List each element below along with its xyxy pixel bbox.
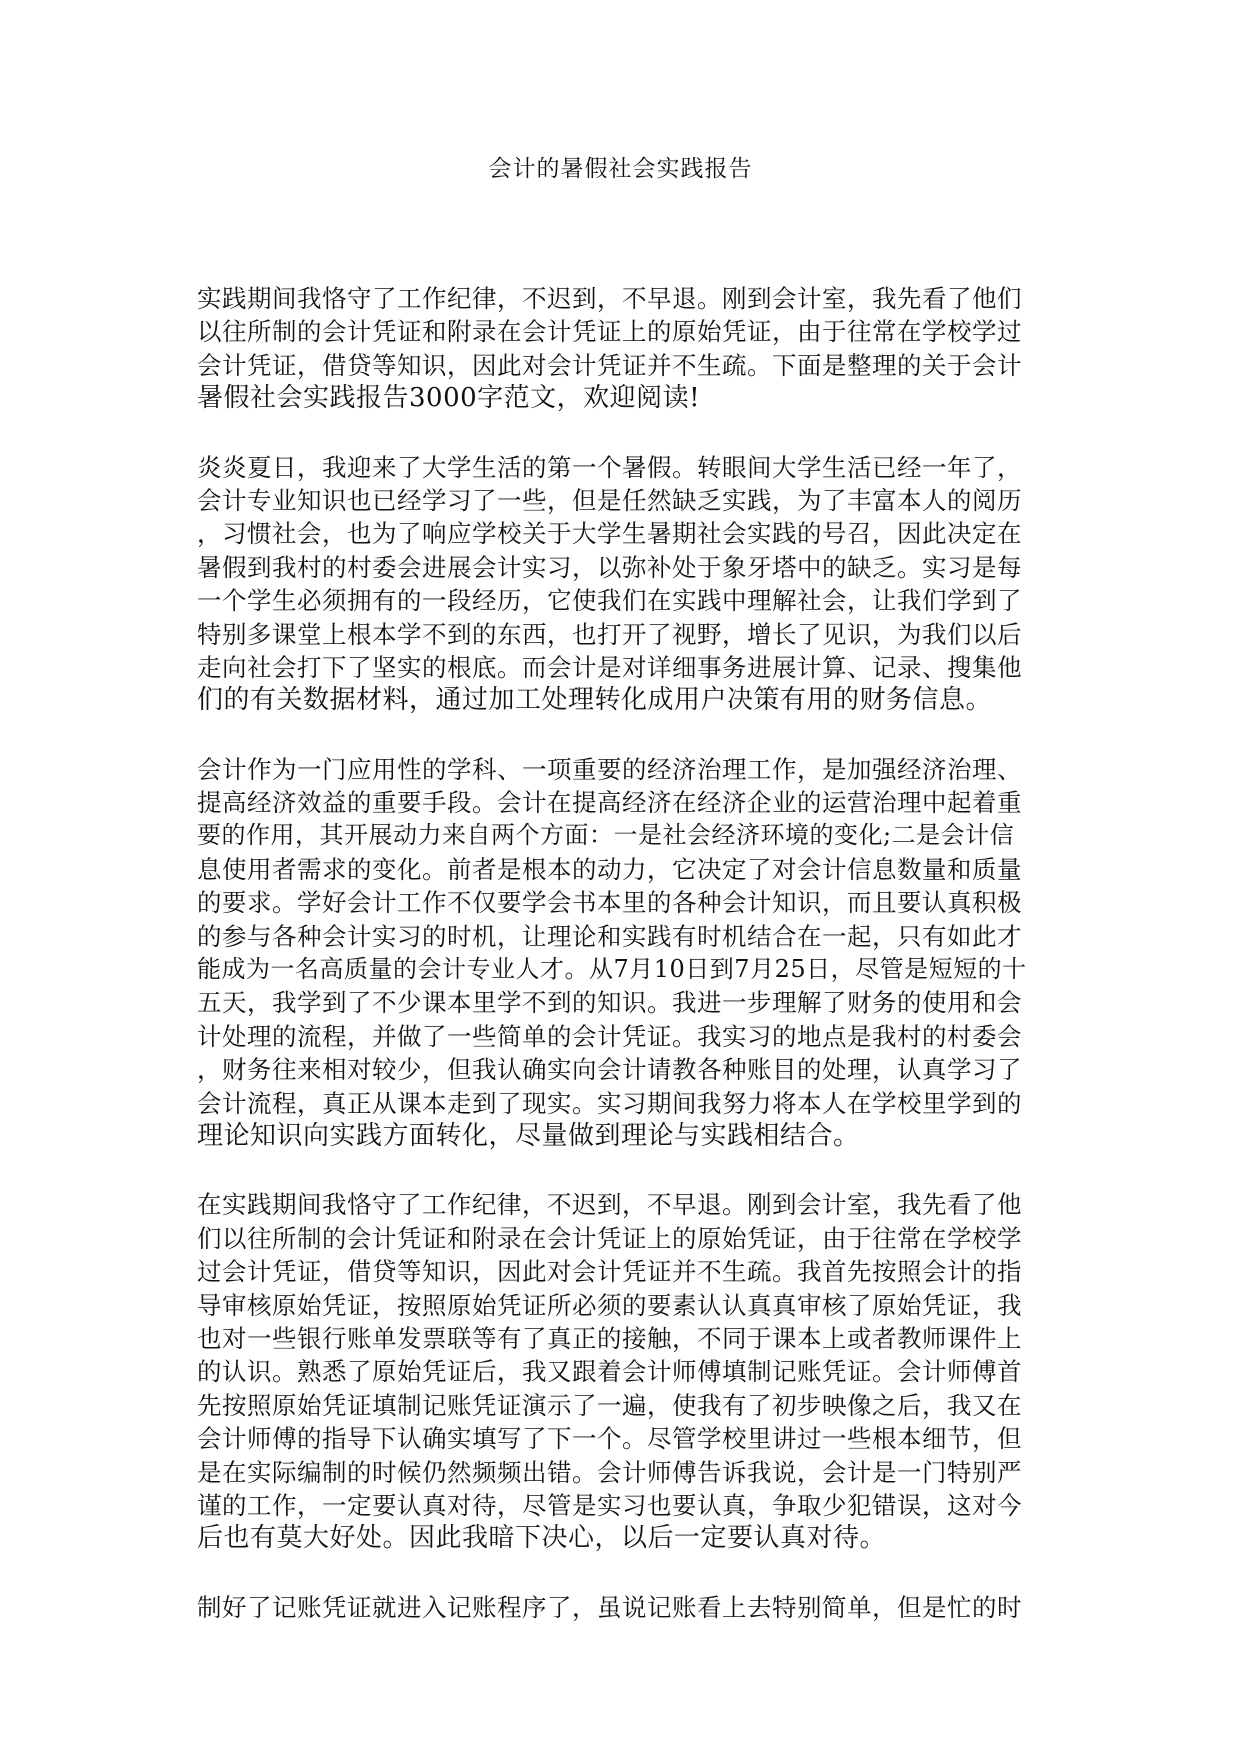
paragraph: [197, 1591, 1027, 1624]
text-line: 息使用者需求的变化。前者是根本的动力，它决定了对会计信息数量和质量: [197, 854, 1022, 884]
document-body: [197, 282, 1027, 1659]
text-line: 的参与各种会计实习的时机，让理论和实践有时机结合在一起，只有如此才: [197, 921, 1022, 951]
document-title: 会计的暑假社会实践报告: [488, 156, 753, 182]
text-line: 走向社会打下了坚实的根底。而会计是对详细事务进展计算、记录、搜集他: [197, 652, 1022, 682]
text-line: 们的有关数据材料，通过加工处理转化成用户决策有用的财务信息。: [197, 685, 993, 716]
text-line: 会计师傅的指导下认确实填写了下一个。尽管学校里讲过一些根本细节，但: [197, 1424, 1022, 1454]
text-line: 特别多课堂上根本学不到的东西，也打开了视野，增长了见识，为我们以后: [197, 619, 1022, 649]
text-line: ，财务往来相对较少，但我认确实向会计请教各种账目的处理，认真学习了: [197, 1055, 1022, 1085]
paragraph: [197, 753, 1027, 1154]
text-line: 暑假到我村的村委会进展会计实习，以弥补处于象牙塔中的缺乏。实习是每: [197, 552, 1022, 582]
text-line: 制好了记账凭证就进入记账程序了，虽说记账看上去特别简单，但是忙的时: [197, 1592, 1022, 1622]
paragraph: [197, 1188, 1027, 1555]
text-line: 是在实际编制的时候仍然频频出错。会计师傅告诉我说，会计是一门特别严: [197, 1457, 1022, 1487]
text-line: 导审核原始凭证，按照原始凭证所必须的要素认认真真审核了原始凭证，我: [197, 1290, 1022, 1320]
text-line: 在实践期间我恪守了工作纪律，不迟到，不早退。刚到会计室，我先看了他: [197, 1190, 1022, 1220]
text-line: 过会计凭证，借贷等知识，因此对会计凭证并不生疏。我首先按照会计的指: [197, 1257, 1022, 1287]
paragraph: [197, 451, 1027, 718]
text-line: 以往所制的会计凭证和附录在会计凭证上的原始凭证，由于往常在学校学过: [197, 317, 1022, 347]
text-line: 也对一些银行账单发票联等有了真正的接触，不同于课本上或者教师课件上: [197, 1323, 1022, 1353]
text-line: 会计专业知识也已经学习了一些，但是任然缺乏实践，为了丰富本人的阅历: [197, 485, 1022, 515]
text-line: 会计流程，真正从课本走到了现实。实习期间我努力将本人在学校里学到的: [197, 1088, 1022, 1118]
text-line: 实践期间我恪守了工作纪律，不迟到，不早退。刚到会计室，我先看了他们: [197, 284, 1022, 313]
text-line: 五天，我学到了不少课本里学不到的知识。我进一步理解了财务的使用和会: [197, 988, 1022, 1018]
text-line: 炎炎夏日，我迎来了大学生活的第一个暑假。转眼间大学生活已经一年了，: [197, 452, 1022, 482]
text-line: 暑假社会实践报告3000字范文，欢迎阅读!: [197, 383, 701, 414]
text-line: 的认识。熟悉了原始凭证后，我又跟着会计师傅填制记账凭证。会计师傅首: [197, 1357, 1022, 1387]
text-line: 一个学生必须拥有的一段经历，它使我们在实践中理解社会，让我们学到了: [197, 586, 1022, 616]
text-line: 能成为一名高质量的会计专业人才。从7月10日到7月25日，尽管是短短的十: [197, 955, 1027, 984]
text-line: 的要求。学好会计工作不仅要学会书本里的各种会计知识，而且要认真积极: [197, 888, 1022, 918]
text-line: 要的作用，其开展动力来自两个方面：一是社会经济环境的变化;二是会计信: [197, 821, 1015, 850]
text-line: 会计凭证，借贷等知识，因此对会计凭证并不生疏。下面是整理的关于会计: [197, 350, 1022, 380]
text-line: 们以往所制的会计凭证和附录在会计凭证上的原始凭证，由于往常在学校学: [197, 1223, 1022, 1253]
text-line: 谨的工作，一定要认真对待，尽管是实习也要认真，争取少犯错误，这对今: [197, 1490, 1022, 1520]
text-line: 后也有莫大好处。因此我暗下决心，以后一定要认真对待。: [197, 1523, 887, 1554]
text-line: 会计作为一门应用性的学科、一项重要的经济治理工作，是加强经济治理、: [197, 754, 1022, 784]
paragraph: [197, 282, 1027, 416]
text-line: 先按照原始凭证填制记账凭证演示了一遍，使我有了初步映像之后，我又在: [197, 1390, 1022, 1420]
text-line: 提高经济效益的重要手段。会计在提高经济在经济企业的运营治理中起着重: [197, 788, 1022, 818]
text-line: 理论知识向实践方面转化，尽量做到理论与实践相结合。: [197, 1120, 860, 1151]
text-line: ，习惯社会，也为了响应学校关于大学生暑期社会实践的号召，因此决定在: [197, 519, 1022, 549]
text-line: 计处理的流程，并做了一些简单的会计凭证。我实习的地点是我村的村委会: [197, 1021, 1022, 1051]
